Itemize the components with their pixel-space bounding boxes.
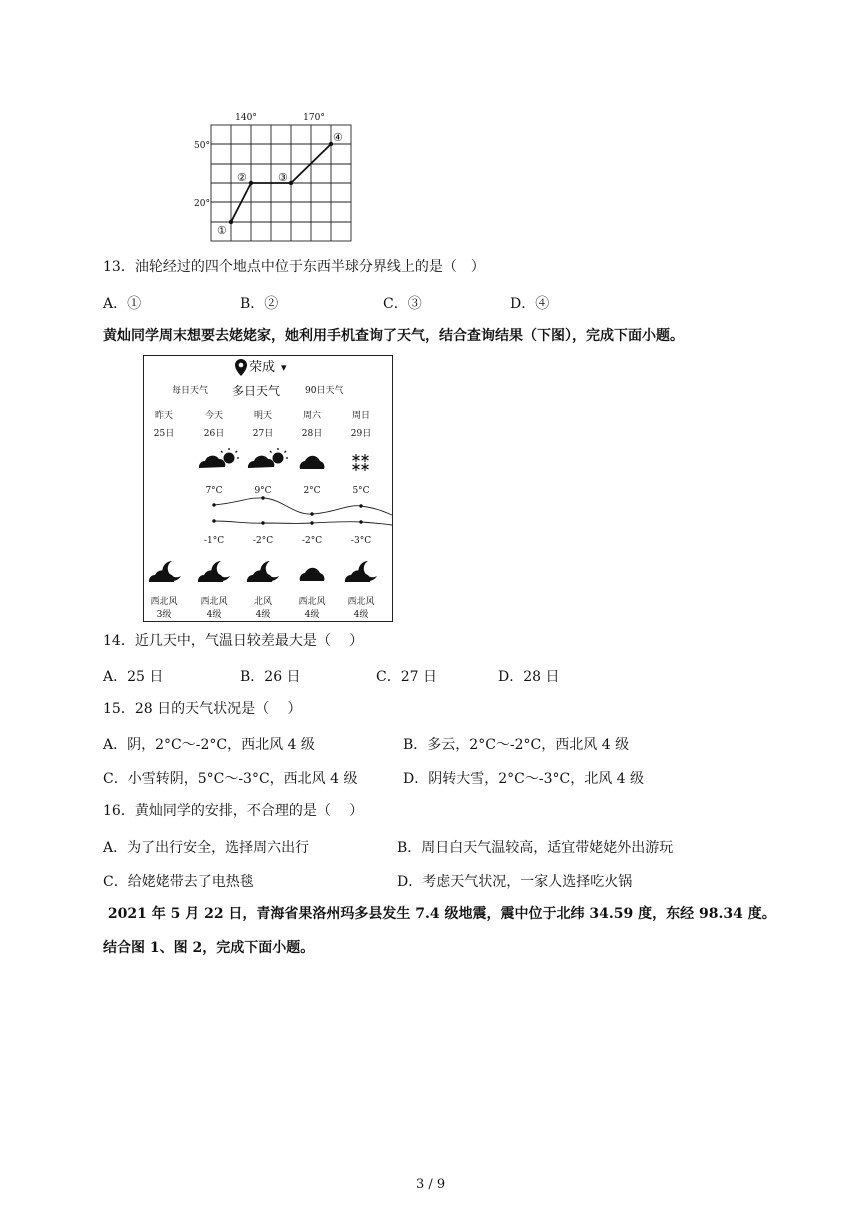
question-13-stem: 13．油轮经过的四个地点中位于东西半球分界线上的是（ ）	[103, 259, 485, 275]
day-name-4: 周日	[351, 411, 371, 421]
route-point-label-1: ①	[217, 224, 227, 237]
day-name-0: 昨天	[154, 411, 174, 421]
latitude-label-50: 50°	[194, 141, 210, 151]
weather-intro: 黄灿同学周末想要去姥姥家，她利用手机查询了天气，结合查询结果（下图），完成下面小题。	[103, 328, 684, 344]
latitude-label-20: 20°	[194, 199, 210, 209]
route-point-1	[229, 220, 233, 224]
day-name-2: 明天	[253, 411, 273, 421]
question-14-option-d[interactable]: D．28 日	[498, 669, 560, 685]
low-temp-2: -2°C	[252, 536, 274, 546]
day-date-2: 27日	[252, 429, 274, 439]
wind-dir-2: 北风	[253, 597, 273, 607]
low-temp-4: -3°C	[350, 536, 372, 546]
wind-level-1: 4级	[206, 610, 222, 620]
question-13-option-c[interactable]: C．③	[383, 296, 422, 312]
route-point-label-4: ④	[333, 131, 343, 144]
low-temp-dot-2	[261, 521, 264, 524]
high-temp-4: 5°C	[352, 486, 370, 496]
high-temp-dot-1	[212, 503, 215, 506]
question-16-option-b[interactable]: B．周日白天气温较高，适宜带姥姥外出游玩	[397, 840, 674, 856]
wind-dir-3: 西北风	[298, 597, 326, 607]
day-date-4: 29日	[350, 429, 372, 439]
question-16-option-a[interactable]: A．为了出行安全，选择周六出行	[103, 840, 310, 856]
question-15-stem: 15．28 日的天气状况是（ ）	[103, 701, 302, 717]
day-date-1: 26日	[203, 429, 225, 439]
ship-route-grid-figure	[190, 108, 360, 246]
question-16-option-c[interactable]: C．给姥姥带去了电热毯	[103, 874, 254, 890]
city-name[interactable]: 荣成	[249, 360, 276, 375]
wind-dir-4: 西北风	[347, 597, 375, 607]
earthquake-intro-line-2: 结合图 1、图 2，完成下面小题。	[103, 940, 315, 956]
high-temp-2: 9°C	[254, 486, 272, 496]
question-16-stem: 16．黄灿同学的安排，不合理的是（ ）	[103, 803, 364, 819]
longitude-label-140: 140°	[235, 113, 257, 123]
question-14-option-c[interactable]: C．27 日	[376, 669, 437, 685]
low-temp-dot-1	[212, 519, 215, 522]
high-temp-dot-4	[359, 504, 362, 507]
wind-level-4: 4级	[353, 610, 369, 620]
low-temp-1: -1°C	[203, 536, 225, 546]
question-15-option-d[interactable]: D．阴转大雪，2°C～-3°C，北风 4 级	[403, 771, 645, 787]
low-temp-dot-3	[310, 521, 313, 524]
tab-multi-day-weather[interactable]: 多日天气	[232, 384, 281, 398]
route-point-2	[249, 181, 253, 185]
earthquake-intro-line-1: 2021 年 5 月 22 日，青海省果洛州玛多县发生 7.4 级地震，震中位于北纬 34.59 度，东经 98.34 度。	[103, 906, 776, 922]
wind-dir-0: 西北风	[150, 597, 178, 607]
wind-dir-1: 西北风	[200, 597, 228, 607]
tab-90-day-weather[interactable]: 90日天气	[305, 386, 344, 396]
longitude-label-170: 170°	[303, 113, 325, 123]
wind-level-3: 4级	[304, 610, 320, 620]
question-13-option-a[interactable]: A．①	[103, 296, 142, 312]
high-temp-1: 7°C	[205, 486, 223, 496]
route-point-label-2: ②	[237, 171, 247, 184]
day-date-0: 25日	[153, 429, 175, 439]
question-14-option-a[interactable]: A．25 日	[103, 669, 164, 685]
page-number: 3 / 9	[416, 1177, 446, 1192]
question-13-option-b[interactable]: B．②	[240, 296, 279, 312]
question-15-option-a[interactable]: A．阴，2°C～-2°C，西北风 4 级	[103, 737, 315, 753]
low-temp-3: -2°C	[301, 536, 323, 546]
high-temp-dot-2	[261, 496, 264, 499]
tab-daily-weather[interactable]: 每日天气	[172, 386, 209, 396]
question-16-option-d[interactable]: D．考虑天气状况，一家人选择吃火锅	[397, 874, 633, 890]
weather-app-screenshot	[143, 355, 393, 623]
question-15-option-c[interactable]: C．小雪转阴，5°C～-3°C，西北风 4 级	[103, 771, 358, 787]
day-name-1: 今天	[204, 411, 224, 421]
high-temp-dot-3	[310, 512, 313, 515]
wind-level-2: 4级	[255, 610, 271, 620]
route-point-3	[289, 181, 293, 185]
question-13-option-d[interactable]: D．④	[510, 296, 550, 312]
high-temp-3: 2°C	[303, 486, 321, 496]
route-point-label-3: ③	[278, 171, 288, 184]
low-temp-dot-4	[359, 520, 362, 523]
day-date-3: 28日	[301, 429, 323, 439]
question-14-option-b[interactable]: B．26 日	[240, 669, 301, 685]
question-14-stem: 14．近几天中，气温日较差最大是（ ）	[103, 633, 364, 649]
day-name-3: 周六	[302, 411, 322, 421]
question-15-option-b[interactable]: B．多云，2°C～-2°C，西北风 4 级	[403, 737, 630, 753]
wind-level-0: 3级	[156, 610, 172, 620]
city-dropdown-icon[interactable]: ▾	[281, 361, 287, 374]
